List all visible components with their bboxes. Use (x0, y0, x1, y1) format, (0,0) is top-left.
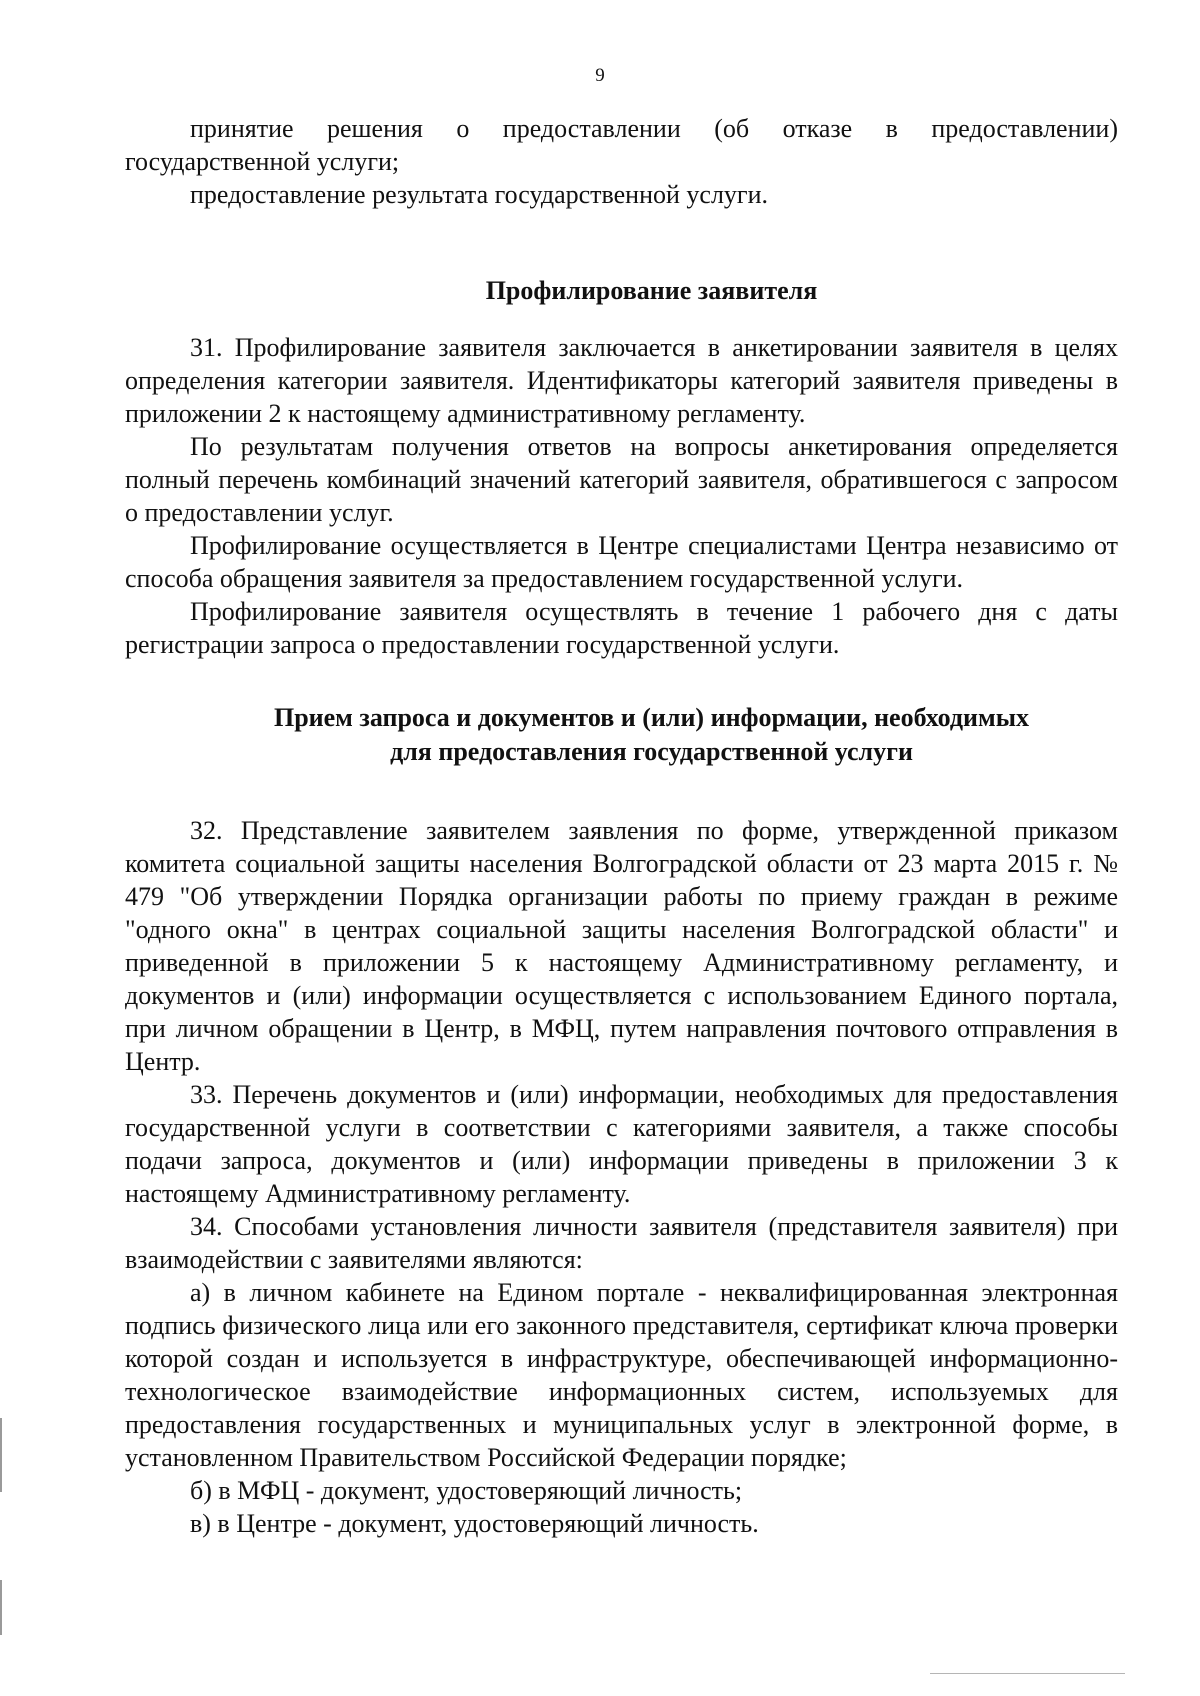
section-heading-profiling: Профилирование заявителя (485, 276, 818, 305)
paragraph: По результатам получения ответов на вопросы анкетирования определяется полный перечень комбинаций значений категорий заявителя, обратившегося с запросом о предоставлении услуг. (125, 432, 1118, 527)
paragraph-33: 33. Перечень документов и (или) информации, необходимых для предоставления государственной услуги в соответствии с категориями заявителя, а также способы подачи запроса, документов и (или) информации приведены в приложении 3 к настоящему Административному регламенту. (125, 1080, 1118, 1208)
paragraph: предоставление результата государственной услуги. (190, 180, 769, 209)
paragraph-31: 31. Профилирование заявителя заключается в анкетировании заявителя в целях определения категории заявителя. Идентификаторы категорий заявителя приведены в приложении 2 к настоящему административному регламенту. (125, 333, 1118, 428)
page-number: 9 (595, 65, 605, 86)
document-body (125, 112, 1118, 1540)
heading-line: Прием запроса и документов и (или) информации, необходимых (273, 703, 1030, 732)
footer-rule (930, 1673, 1125, 1674)
paragraph: Профилирование заявителя осуществлять в течение 1 рабочего дня с даты регистрации запроса о предоставлении государственной услуги. (125, 597, 1118, 659)
heading-line: для предоставления государственной услуги (390, 737, 913, 766)
list-item-a: а) в личном кабинете на Едином портале - неквалифицированная электронная подпись физического лица или его законного представителя, сертификат ключа проверки которой создан и используется в инфраструктуре, обеспечивающей информационно-технологическое взаимодействие информационных систем, используемых для предоставления государственных и муниципальных услуг в электронной форме, в установленном Правительством Российской Федерации порядке; (125, 1278, 1118, 1472)
section-heading-reception (125, 701, 1118, 769)
paragraph-34: 34. Способами установления личности заявителя (представителя заявителя) при взаимодействии с заявителями являются: (125, 1212, 1118, 1274)
list-item-v: в) в Центре - документ, удостоверяющий личность. (190, 1509, 759, 1538)
paragraph: Профилирование осуществляется в Центре специалистами Центра независимо от способа обращения заявителя за предоставлением государственной услуги. (125, 531, 1118, 593)
paragraph-32: 32. Представление заявителем заявления по форме, утвержденной приказом комитета социальной защиты населения Волгоградской области от 23 марта 2015 г. № 479 "Об утверждении Порядка организации работы по приему граждан в режиме "одного окна" в центрах социальной защиты населения Волгоградской области" и приведенной в приложении 5 к настоящему Административному регламенту, и документов и (или) информации осуществляется с использованием Единого портала, при личном обращении в Центр, в МФЦ, путем направления почтового отправления в Центр. (125, 816, 1118, 1076)
list-item-b: б) в МФЦ - документ, удостоверяющий личность; (190, 1476, 743, 1505)
scan-margin-mark (0, 1580, 2, 1635)
paragraph: принятие решения о предоставлении (об отказе в предоставлении) государственной услуги; (125, 114, 1118, 176)
scan-margin-mark (0, 1418, 2, 1492)
